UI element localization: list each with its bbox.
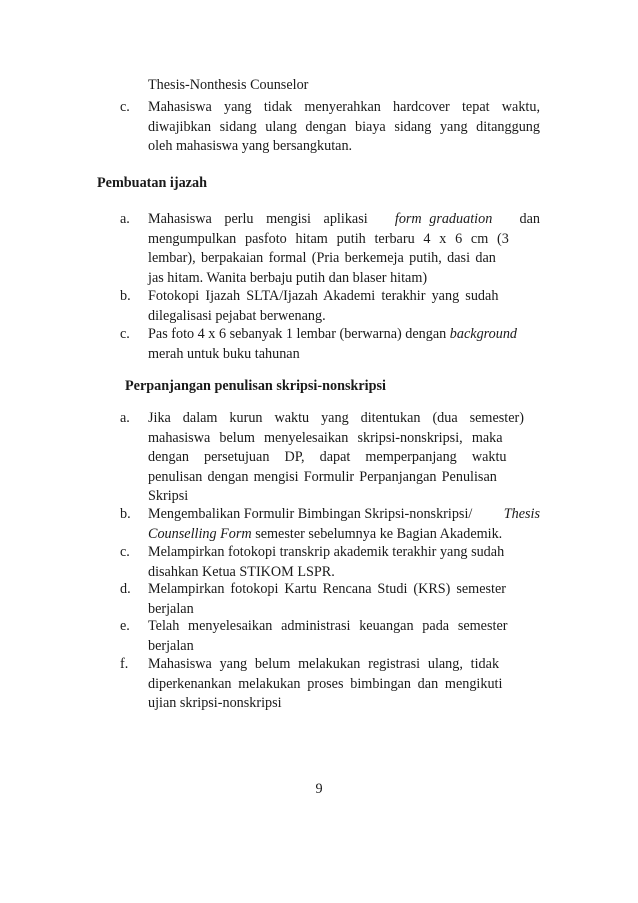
text-segment: Pas foto 4 x 6 sebanyak 1 lembar (berwarna) dengan [148, 326, 447, 342]
italic-term: form graduation [394, 211, 493, 227]
text-segment: Mahasiswa perlu mengisi aplikasi [148, 211, 368, 227]
text-line: diwajibkan sidang ulang dengan biaya sidang yang ditanggung [148, 118, 540, 135]
text-segment: semester sebelumnya ke Bagian Akademik. [255, 525, 503, 542]
text-line [148, 505, 540, 525]
text-line: Mahasiswa yang tidak menyerahkan hardcover tepat waktu, [148, 99, 540, 115]
list-item-text [148, 617, 540, 656]
text-segment: Mengembalikan Formulir Bimbingan Skripsi-nonskripsi/ [148, 506, 473, 522]
text-line: merah untuk buku tahunan [148, 345, 300, 362]
text-line: Fotokopi Ijazah SLTA/Ijazah Akademi terakhir yang sudah [148, 288, 499, 304]
text-line: disahkan Ketua STIKOM LSPR. [148, 563, 335, 580]
text-line: diperkenankan melakukan proses bimbingan dan mengikuti [148, 675, 503, 692]
text-line: Melampirkan fotokopi transkrip akademik terakhir yang sudah [148, 544, 505, 560]
text-line: dengan persetujuan DP, dapat memperpanjang waktu [148, 449, 507, 466]
text-line: mengumpulkan pasfoto hitam putih terbaru 4 x 6 cm (3 [148, 230, 509, 247]
list-marker: c. [120, 326, 130, 342]
text-line: Mahasiswa yang belum melakukan registrasi ulang, tidak [148, 656, 500, 672]
section-heading: Perpanjangan penulisan skripsi-nonskripsi [125, 378, 386, 394]
text-line: oleh mahasiswa yang bersangkutan. [148, 138, 353, 155]
italic-term: Counselling Form [148, 525, 252, 542]
text-line [148, 210, 540, 230]
text-segment: dan [519, 211, 540, 227]
list-marker: c. [120, 99, 130, 115]
list-item-text [148, 505, 540, 544]
list-item-text [148, 98, 540, 157]
list-item-text [148, 325, 540, 364]
list-item-text [148, 210, 540, 288]
list-marker: f. [120, 656, 129, 672]
text-line: dilegalisasi pejabat berwenang. [148, 307, 326, 324]
list-marker: b. [120, 288, 131, 304]
text-line: Telah menyelesaikan administrasi keuangan pada semester [148, 618, 508, 634]
continuation-text: Thesis-Nonthesis Counselor [148, 77, 309, 93]
italic-term: Thesis [503, 506, 540, 522]
text-line [148, 525, 540, 545]
list-item-text [148, 287, 540, 326]
list-marker: a. [120, 410, 130, 426]
text-line: Melampirkan fotokopi Kartu Rencana Studi (KRS) semester [148, 581, 506, 597]
list-marker: e. [120, 618, 130, 634]
text-line: Skripsi [148, 488, 189, 505]
list-item-text [148, 580, 540, 619]
text-line [148, 325, 540, 345]
text-line: jas hitam. Wanita berbaju putih dan blaser hitam) [148, 269, 428, 286]
continuation-line [148, 76, 540, 96]
text-line: berjalan [148, 600, 194, 617]
list-item-text [148, 543, 540, 582]
text-line: berjalan [148, 637, 194, 654]
section-heading: Pembuatan ijazah [97, 175, 207, 191]
text-line: mahasiswa belum menyelesaikan skripsi-nonskripsi, maka [148, 429, 503, 446]
list-item-text [148, 655, 540, 714]
list-item-text [148, 409, 540, 507]
list-marker: c. [120, 544, 130, 560]
list-marker: a. [120, 211, 130, 227]
italic-term: background [449, 326, 518, 342]
text-line: penulisan dengan mengisi Formulir Perpanjangan Penulisan [148, 468, 497, 485]
text-line: Jika dalam kurun waktu yang ditentukan (dua semester) [148, 410, 524, 426]
list-marker: d. [120, 581, 131, 597]
text-line: ujian skripsi-nonskripsi [148, 695, 282, 712]
text-line: lembar), berpakaian formal (Pria berkemeja putih, dasi dan [148, 250, 496, 267]
list-marker: b. [120, 506, 131, 522]
page-number: 9 [315, 781, 323, 797]
